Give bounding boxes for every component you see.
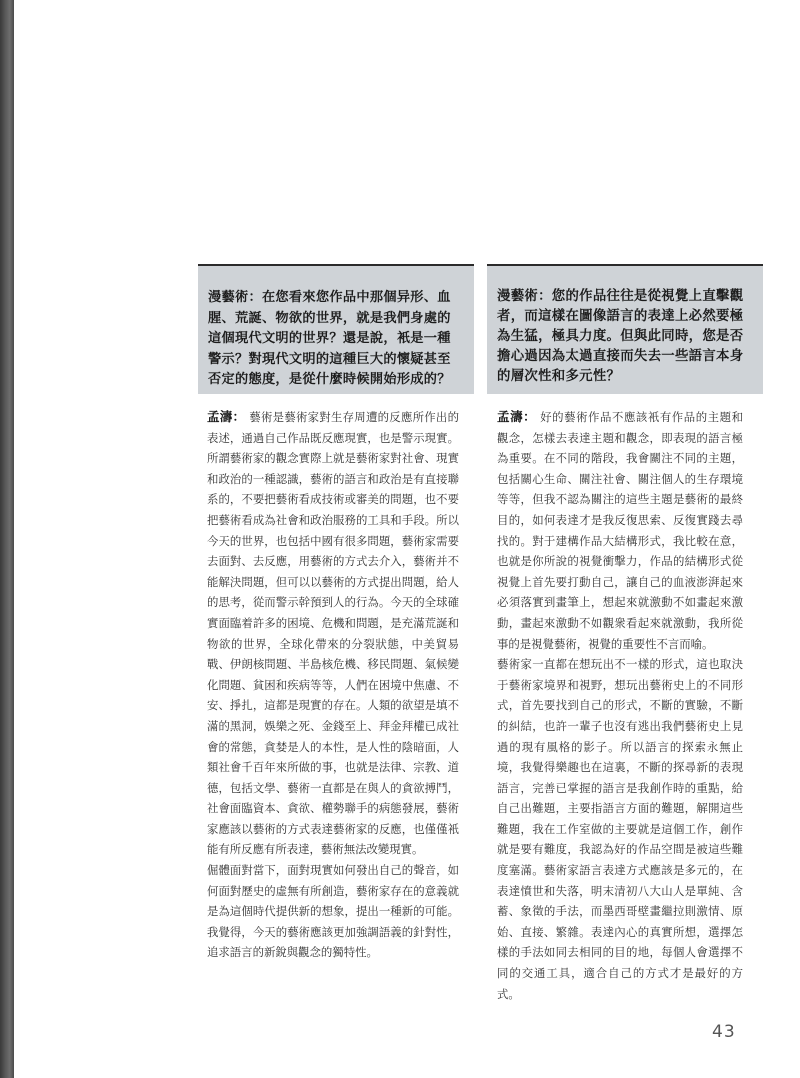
question-box-left (198, 264, 474, 394)
answer-text: 藝術是藝術家對生存周遭的反應所作出的表述，通過自己作品既反應現實，也是警示現實。所謂藝術家的觀念實際上就是藝術家對社會、現實和政治的一種認識，藝術的語言和政治是有直接聯系的，不要把藝術看成技術或審美的問題，也不要把藝術看成為社會和政治服務的工具和手段。所以今天的世界，也包括中國有很多問題，藝術家需要去面對、去反應，用藝術的方式去介入，藝術并不能解決問題，但可以以藝術的方式提出問題，給人的思考，從而警示幹預到人的行為。今天的全球確實面臨着許多的困境、危機和問題，是充滿荒誕和物欲的世界，全球化帶來的分裂狀態，中美貿易戰、伊朗核問題、半島核危機、移民問題、氣候變化問題、貧困和疾病等等，人們在困境中焦慮、不安、掙扎，這都是現實的存在。人類的欲望是填不滿的黑洞，娛樂之死、金錢至上、拜金拜權已成社會的常態，貪婪是人的本性，是人性的陰暗面，人類社會千百年來所做的事，也就是法律、宗教、道德，包括文學、藝術一直都是在與人的貪欲搏鬥，社會面臨資本、貪欲、權勢聯手的病態發展，藝術家應該以藝術的方式表達藝術家的反應，也僅僅衹能有所反應有所表達，藝術無法改變現實。 (207, 410, 459, 857)
question-box-right (487, 264, 763, 394)
page-number: 43 (712, 1022, 736, 1042)
answer-paragraph: 藝術家一直都在想玩出不一樣的形式，這也取決于藝術家境界和視野，想玩出藝術史上的不同形式，首先要找到自己的形式，不斷的實驗，不斷的糾結，也許一輩子也沒有逃出我們藝術史上見過的現有風格的影子。所以語言的探索永無止境，我覺得樂趣也在這裏，不斷的探尋新的表現語言，完善已掌握的語言是我創作時的重點，給自己出難題，主要指語言方面的難題，解開這些難題，我在工作室做的主要就是這個工作，創作就是要有難度，我認為好的作品空間是被這些難度塞滿。藝術家語言表達方式應該是多元的，在表達憤世和失落，明末清初八大山人是單純、含蓄、象徵的手法，而墨西哥壁畫繼拉則激情、原始、直接、繁雜。表達內心的真實所想，選擇怎樣的手法如同去相同的目的地，每個人會選擇不同的交通工具，適合自己的方式才是最好的方式。 (497, 657, 743, 1001)
page-edge-strip (0, 0, 14, 1078)
speaker-label: 孟濤： (497, 409, 537, 424)
answer-paragraph (497, 407, 743, 654)
answer-column-right (497, 407, 743, 1004)
question-right: 漫藝術：您的作品往往是從視覺上直擊觀者，而這樣在圖像語言的表達上必然要極為生猛，極具力度。但與此同時，您是否擔心過因為太過直接而失去一些語言本身的層次性和多元性？ (497, 288, 744, 384)
speaker-label: 孟濤： (207, 409, 246, 424)
answer-paragraph: 倔體面對當下，面對現實如何發出自己的聲音，如何面對歷史的虛無有所創造，藝術家存在的意義就是為這個時代提供新的想象，提出一種新的可能。我覺得，今天的藝術應該更加強調語義的針對性，追求語言的新銳與觀念的獨特性。 (207, 863, 459, 960)
answer-column-left (207, 407, 459, 963)
answer-text: 好的藝術作品不應該衹有作品的主題和觀念，怎樣去表達主題和觀念，即表現的語言極為重要。在不同的階段，我會關注不同的主題，包括關心生命、關注社會、關注個人的生存環境等等，但我不認為關注的這些主題是藝術的最終目的，如何表達才是我反復思索、反復實踐去尋找的。對于建構作品大結構形式，我比較在意，也就是你所說的視覺衝擊力，作品的結構形式從視覺上首先要打動自己，讓自己的血液澎湃起來必須落實到畫筆上，想起來就激動不如畫起來激動，畫起來激動不如觀衆看起來就激動，我所從事的是視覺藝術，視覺的重要性不言而喻。 (497, 410, 743, 651)
answer-paragraph (207, 407, 459, 860)
question-left: 漫藝術：在您看來您作品中那個异形、血腥、荒誕、物欲的世界，就是我們身處的這個現代文明的世界？還是說，衹是一種警示？對現代文明的這種巨大的懷疑甚至否定的態度，是從什麼時候開始形成的？ (208, 290, 451, 387)
